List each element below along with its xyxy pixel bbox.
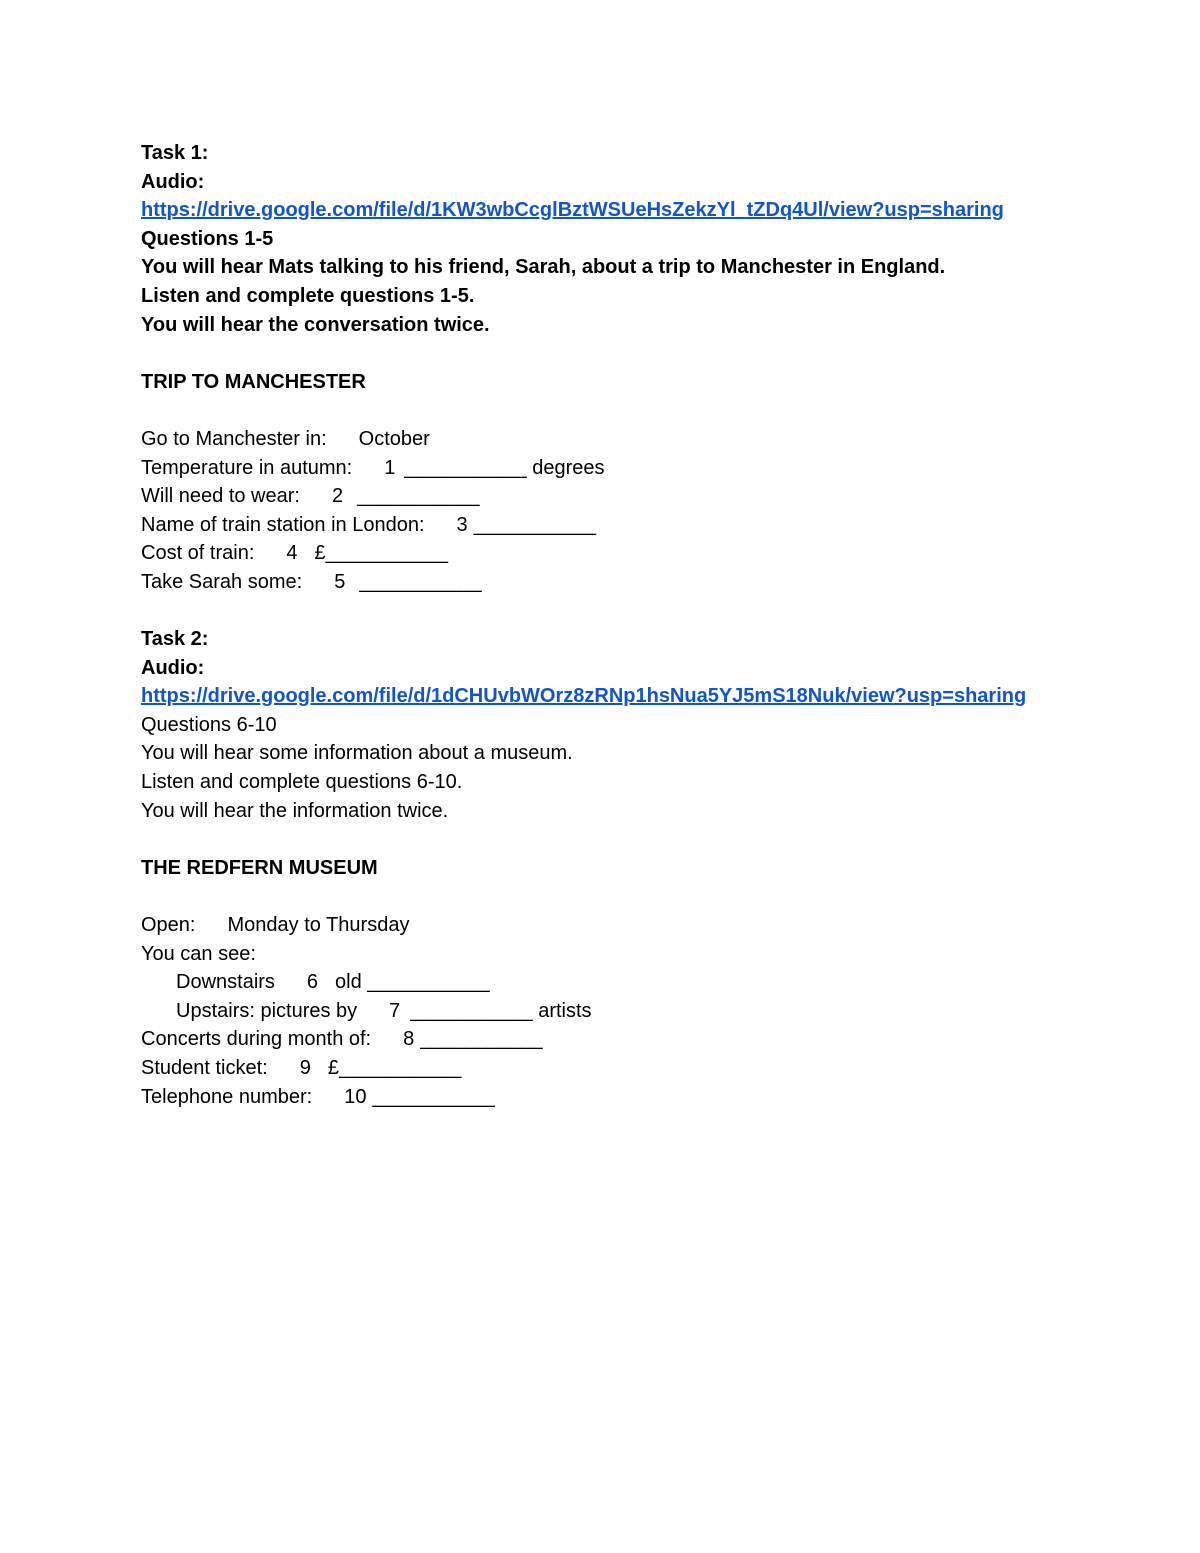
answer-blank[interactable]: ___________ degrees <box>404 456 605 479</box>
spacer <box>141 396 1061 425</box>
row-number: 9 <box>299 1057 311 1079</box>
task2-instruction-1: You will hear some information about a museum. <box>141 742 573 765</box>
answer-blank[interactable]: ___________ <box>372 1085 495 1108</box>
task2-row-open <box>141 911 1061 940</box>
task2-audio-label: Audio: <box>141 656 205 679</box>
task1-instruction-1: You will hear Mats talking to his friend, Sarah, about a trip to Manchester in England. <box>141 256 946 279</box>
task1-instruction-3: You will hear the conversation twice. <box>141 313 490 336</box>
task1-audio-link[interactable]: https://drive.google.com/file/d/1KW3wbCcglBztWSUeHsZekzYl_tZDq4Ul/view?usp=sharing <box>141 199 1004 222</box>
task2-row-telephone <box>141 1083 1061 1112</box>
row-number: 4 <box>286 542 298 565</box>
row-value: Monday to Thursday <box>227 914 410 937</box>
task1-row-wear <box>141 482 1061 511</box>
answer-blank[interactable]: ___________ <box>473 513 596 536</box>
row-label: Cost of train: <box>141 542 255 565</box>
row-label: Concerts during month of: <box>141 1028 372 1051</box>
task2-form-title: THE REDFERN MUSEUM <box>141 856 378 879</box>
row-number: 2 <box>331 485 344 508</box>
task2-row-student-ticket <box>141 1054 1061 1083</box>
row-label: Telephone number: <box>141 1085 313 1108</box>
row-number: 1 <box>384 456 396 479</box>
row-label: Open: <box>141 914 196 937</box>
spacer <box>141 882 1061 911</box>
task2-row-see: You can see: <box>141 942 256 965</box>
answer-blank[interactable]: £___________ <box>327 1057 462 1079</box>
task2-audio-link[interactable]: https://drive.google.com/file/d/1dCHUvbWOrz8zRNp1hsNua5YJ5mS18Nuk/view?usp=sharing <box>141 685 1027 708</box>
answer-blank[interactable]: ___________ <box>359 570 482 593</box>
row-label: Temperature in autumn: <box>141 456 353 479</box>
answer-blank[interactable]: old ___________ <box>335 971 490 994</box>
task1-heading: Task 1: <box>141 142 209 164</box>
task1-form-title: TRIP TO MANCHESTER <box>141 370 366 393</box>
row-number: 10 <box>344 1085 367 1108</box>
row-number: 8 <box>403 1028 415 1051</box>
task1-row-take <box>141 568 1061 597</box>
answer-blank[interactable]: £___________ <box>314 542 448 565</box>
row-label: Downstairs <box>176 971 275 994</box>
row-label: Student ticket: <box>141 1057 268 1079</box>
task2-heading: Task 2: <box>141 628 209 651</box>
row-label: Name of train station in London: <box>141 513 425 536</box>
row-label: Upstairs: pictures by <box>176 999 358 1022</box>
row-label: Will need to wear: <box>141 485 300 508</box>
answer-blank[interactable]: ___________ <box>357 485 480 508</box>
task1-instruction-2: Listen and complete questions 1-5. <box>141 284 475 307</box>
spacer <box>141 825 1061 854</box>
task2-row-downstairs <box>141 968 1061 997</box>
task2-instruction-3: You will hear the information twice. <box>141 799 449 822</box>
spacer <box>141 597 1061 626</box>
task2-questions-title: Questions 6-10 <box>141 713 277 736</box>
task1-row-month <box>141 425 1061 454</box>
task2-instruction-2: Listen and complete questions 6-10. <box>141 771 463 794</box>
row-number: 3 <box>456 513 468 536</box>
task1-row-station <box>141 511 1061 540</box>
row-label: Go to Manchester in: <box>141 427 327 450</box>
task1-audio-label: Audio: <box>141 170 205 193</box>
row-number: 5 <box>334 570 346 593</box>
row-value: October <box>358 427 430 450</box>
row-number: 7 <box>389 999 401 1022</box>
document-page <box>141 139 1061 1111</box>
task1-row-temperature <box>141 454 1061 483</box>
answer-blank[interactable]: ___________ <box>420 1028 543 1051</box>
task1-row-cost <box>141 539 1061 568</box>
task2-row-upstairs <box>141 997 1061 1026</box>
task2-row-concerts <box>141 1025 1061 1054</box>
row-label: Take Sarah some: <box>141 570 303 593</box>
task1-questions-title: Questions 1-5 <box>141 227 274 250</box>
answer-blank[interactable]: ___________ artists <box>410 999 592 1022</box>
row-number: 6 <box>306 971 319 994</box>
spacer <box>141 339 1061 368</box>
